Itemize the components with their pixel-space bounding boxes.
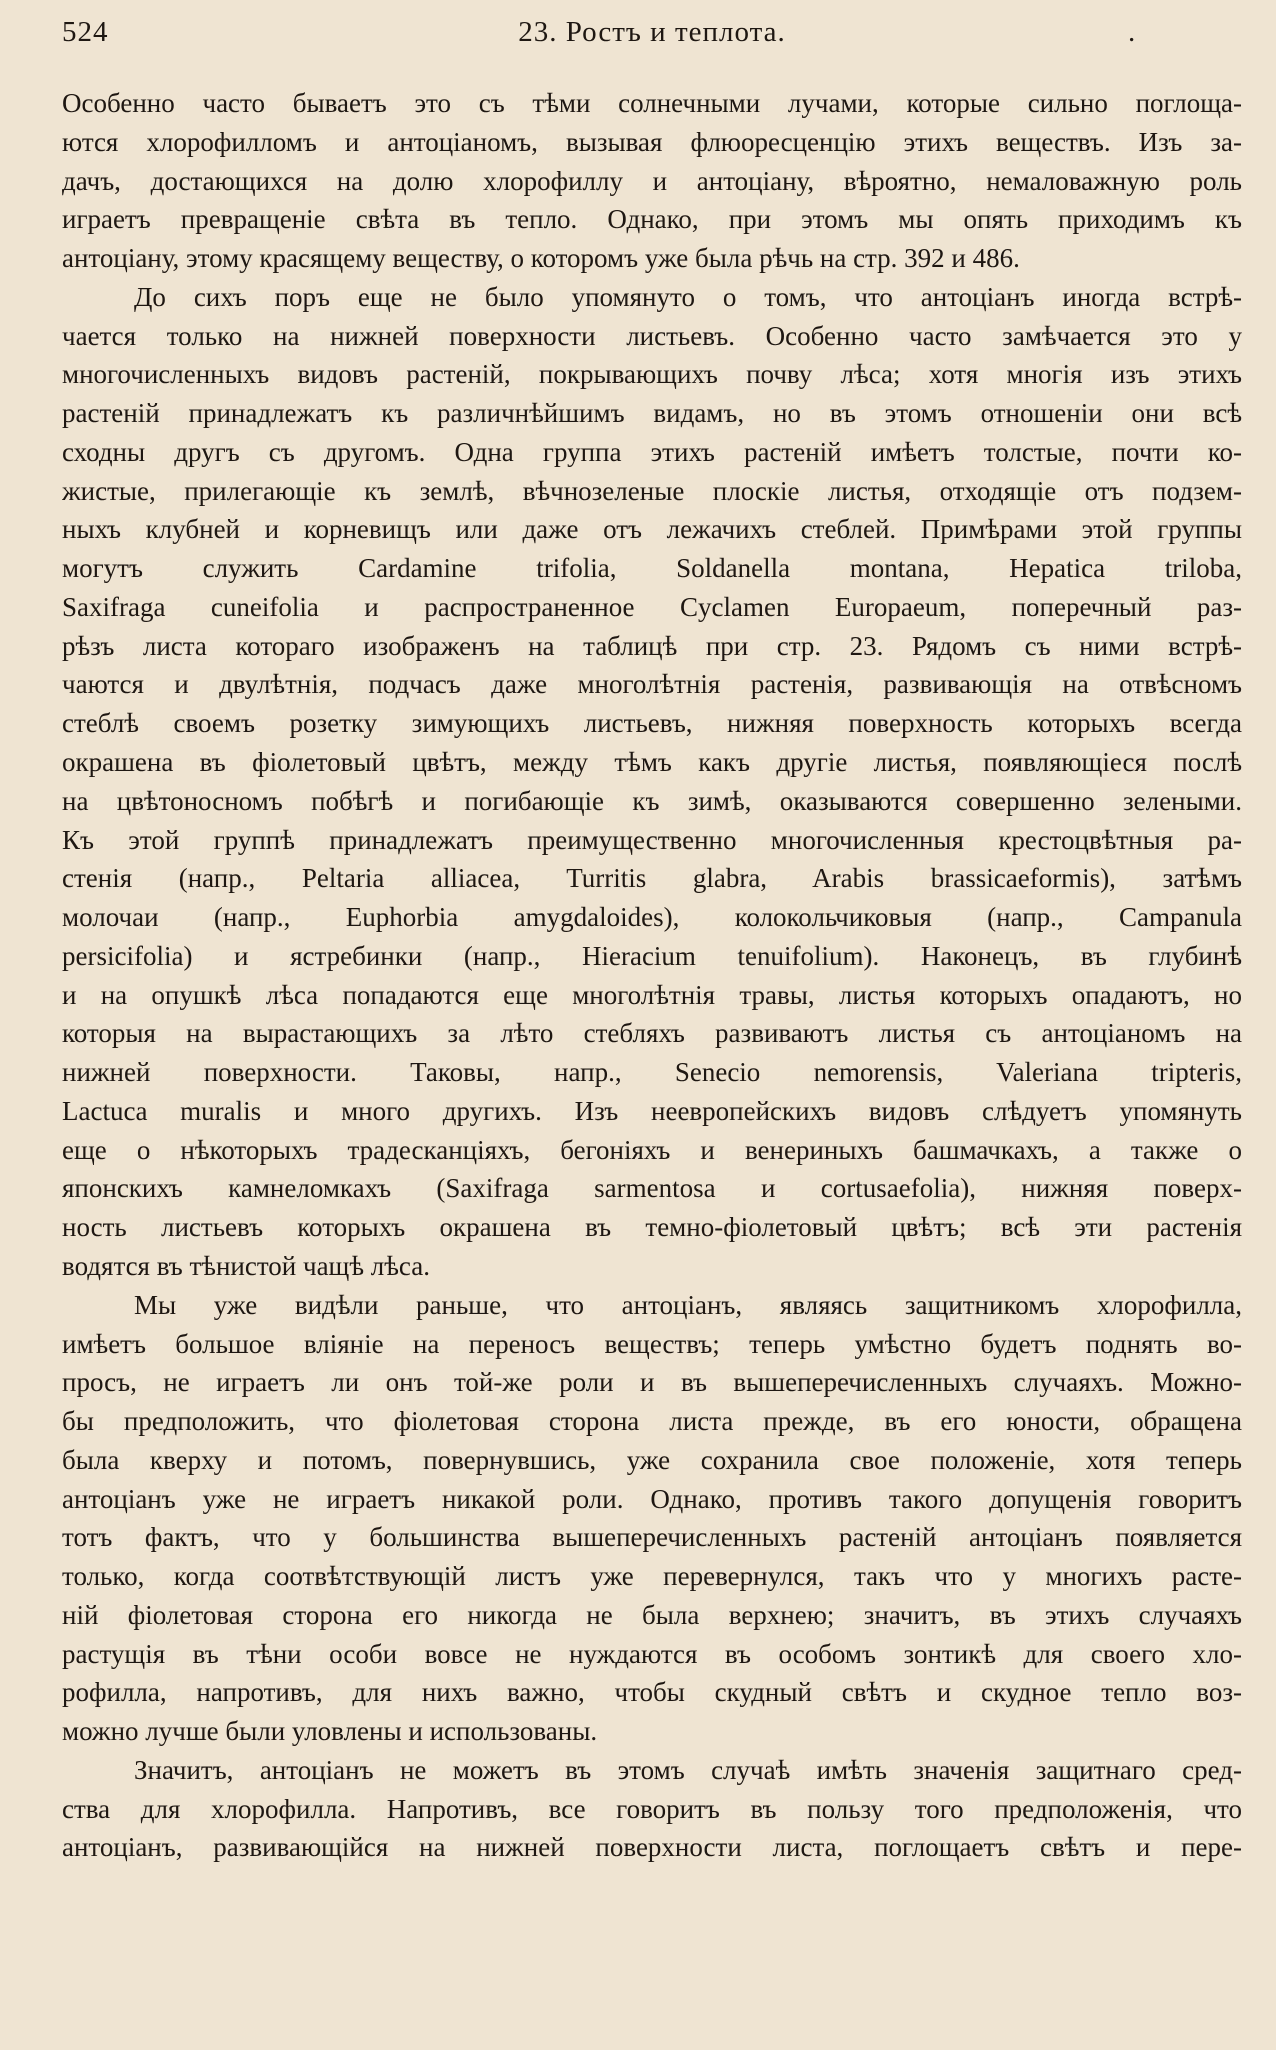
- text-line: стенія (напр., Peltaria alliacea, Turritis glabra, Arabis brassicaeformis), затѣмъ: [62, 863, 1242, 894]
- text-line: антоціанъ, развивающійся на нижней поверхности листа, поглощаетъ свѣтъ и пере-: [62, 1832, 1242, 1863]
- text-line: ства для хлорофилла. Напротивъ, все говоритъ въ пользу того предположенія, что: [62, 1793, 1242, 1824]
- text-line: жистые, прилегающіе къ землѣ, вѣчнозеленые плоскіе листья, отходящіе отъ подзем-: [62, 475, 1242, 506]
- text-line: антоціану, этому красящему веществу, о которомъ уже была рѣчь на стр. 392 и 486.: [62, 243, 1020, 274]
- text-line: имѣетъ большое вліяніе на переносъ веществъ; теперь умѣстно будетъ поднять во-: [62, 1328, 1242, 1359]
- text-line: сходны другъ съ другомъ. Одна группа этихъ растеній имѣетъ толстые, почти ко-: [62, 436, 1242, 467]
- text-line: только, когда соотвѣтствующій листъ уже перевернулся, такъ что у многихъ расте-: [62, 1561, 1242, 1592]
- text-line: просъ, не играетъ ли онъ той-же роли и въ вышеперечисленныхъ случаяхъ. Можно-: [62, 1367, 1242, 1398]
- text-line: и на опушкѣ лѣса попадаются еще многолѣтнія травы, листья которыхъ опадаютъ, но: [62, 979, 1242, 1010]
- header-dot: .: [1128, 16, 1136, 48]
- body-text: [62, 84, 1242, 1867]
- text-line: чается только на нижней поверхности листьевъ. Особенно часто замѣчается это у: [62, 320, 1242, 351]
- text-line: водятся въ тѣнистой чащѣ лѣса.: [62, 1250, 430, 1281]
- text-line: играетъ превращеніе свѣта въ тепло. Однако, при этомъ мы опять приходимъ къ: [62, 204, 1242, 235]
- text-line: До сихъ поръ еще не было упомянуто о томъ, что антоціанъ иногда встрѣ-: [134, 281, 1242, 312]
- text-line: была кверху и потомъ, повернувшись, уже сохранила свое положеніе, хотя теперь: [62, 1444, 1242, 1475]
- page-number: 524: [62, 16, 109, 48]
- running-head: [62, 10, 1242, 54]
- text-line: Значитъ, антоціанъ не можетъ въ этомъ случаѣ имѣть значенія защитнаго сред-: [134, 1754, 1242, 1785]
- text-line: японскихъ камнеломкахъ (Saxifraga sarmentosa и cortusaefolia), нижняя поверх-: [62, 1173, 1242, 1204]
- text-line: нижней поверхности. Таковы, напр., Senecio nemorensis, Valeriana tripteris,: [62, 1057, 1242, 1088]
- text-line: могутъ служить Cardamine trifolia, Soldanella montana, Hepatica triloba,: [62, 553, 1242, 584]
- text-line: еще о нѣкоторыхъ традесканціяхъ, бегоніяхъ и венериныхъ башмачкахъ, а также о: [62, 1134, 1242, 1165]
- text-line: антоціанъ уже не играетъ никакой роли. Однако, противъ такого допущенія говоритъ: [62, 1483, 1242, 1514]
- text-line: дачъ, достающихся на долю хлорофиллу и антоціану, вѣроятно, немаловажную роль: [62, 165, 1242, 196]
- text-line: бы предположить, что фіолетовая сторона листа прежде, въ его юности, обращена: [62, 1406, 1242, 1437]
- text-line: persicifolia) и ястребинки (напр., Hieracium tenuifolium). Наконецъ, въ глубинѣ: [62, 940, 1242, 971]
- text-line: растущія въ тѣни особи вовсе не нуждаются въ особомъ зонтикѣ для своего хло-: [62, 1638, 1242, 1669]
- text-line: Мы уже видѣли раньше, что антоціанъ, являясь защитникомъ хлорофилла,: [134, 1289, 1242, 1320]
- text-line: чаются и двулѣтнія, подчасъ даже многолѣтнія растенія, развивающія на отвѣсномъ: [62, 669, 1242, 700]
- text-line: рѣзъ листа котораго изображенъ на таблицѣ при стр. 23. Рядомъ съ ними встрѣ-: [62, 630, 1242, 661]
- text-line: ныхъ клубней и корневищъ или даже отъ лежачихъ стеблей. Примѣрами этой группы: [62, 514, 1242, 545]
- text-line: окрашена въ фіолетовый цвѣтъ, между тѣмъ какъ другіе листья, появляющіеся послѣ: [62, 747, 1242, 778]
- text-line: стеблѣ своемъ розетку зимующихъ листьевъ, нижняя поверхность которыхъ всегда: [62, 708, 1242, 739]
- text-line: которыя на вырастающихъ за лѣто стебляхъ развиваютъ листья съ антоціаномъ на: [62, 1018, 1242, 1049]
- text-line: тотъ фактъ, что у большинства вышеперечисленныхъ растеній антоціанъ появляется: [62, 1522, 1242, 1553]
- text-line: ній фіолетовая сторона его никогда не была верхнею; значитъ, въ этихъ случаяхъ: [62, 1599, 1242, 1630]
- text-line: можно лучше были уловлены и использованы.: [62, 1716, 598, 1747]
- text-line: рофилла, напротивъ, для нихъ важно, чтобы скудный свѣтъ и скудное тепло воз-: [62, 1677, 1242, 1708]
- text-line: многочисленныхъ видовъ растеній, покрывающихъ почву лѣса; хотя многія изъ этихъ: [62, 359, 1242, 390]
- text-line: Къ этой группѣ принадлежатъ преимущественно многочисленныя крестоцвѣтныя ра-: [62, 824, 1242, 855]
- text-line: ются хлорофилломъ и антоціаномъ, вызывая флюоресценцію этихъ веществъ. Изъ за-: [62, 126, 1242, 157]
- text-line: Saxifraga cuneifolia и распространенное Cyclamen Europaeum, поперечный раз-: [62, 591, 1242, 622]
- text-line: ность листьевъ которыхъ окрашена въ темно-фіолетовый цвѣтъ; всѣ эти растенія: [62, 1212, 1242, 1243]
- text-line: молочаи (напр., Euphorbia amygdaloides), колокольчиковыя (напр., Campanula: [62, 902, 1242, 933]
- text-line: Lactuca muralis и много другихъ. Изъ неевропейскихъ видовъ слѣдуетъ упомянуть: [62, 1095, 1242, 1126]
- chapter-title: 23. Ростъ и теплота.: [518, 16, 786, 48]
- text-line: растеній принадлежатъ къ различнѣйшимъ видамъ, но въ этомъ отношеніи они всѣ: [62, 398, 1242, 429]
- text-line: на цвѣтоносномъ побѣгѣ и погибающіе къ зимѣ, оказываются совершенно зелеными.: [62, 785, 1242, 816]
- text-line: Особенно часто бываетъ это съ тѣми солнечными лучами, которые сильно поглоща-: [62, 88, 1242, 118]
